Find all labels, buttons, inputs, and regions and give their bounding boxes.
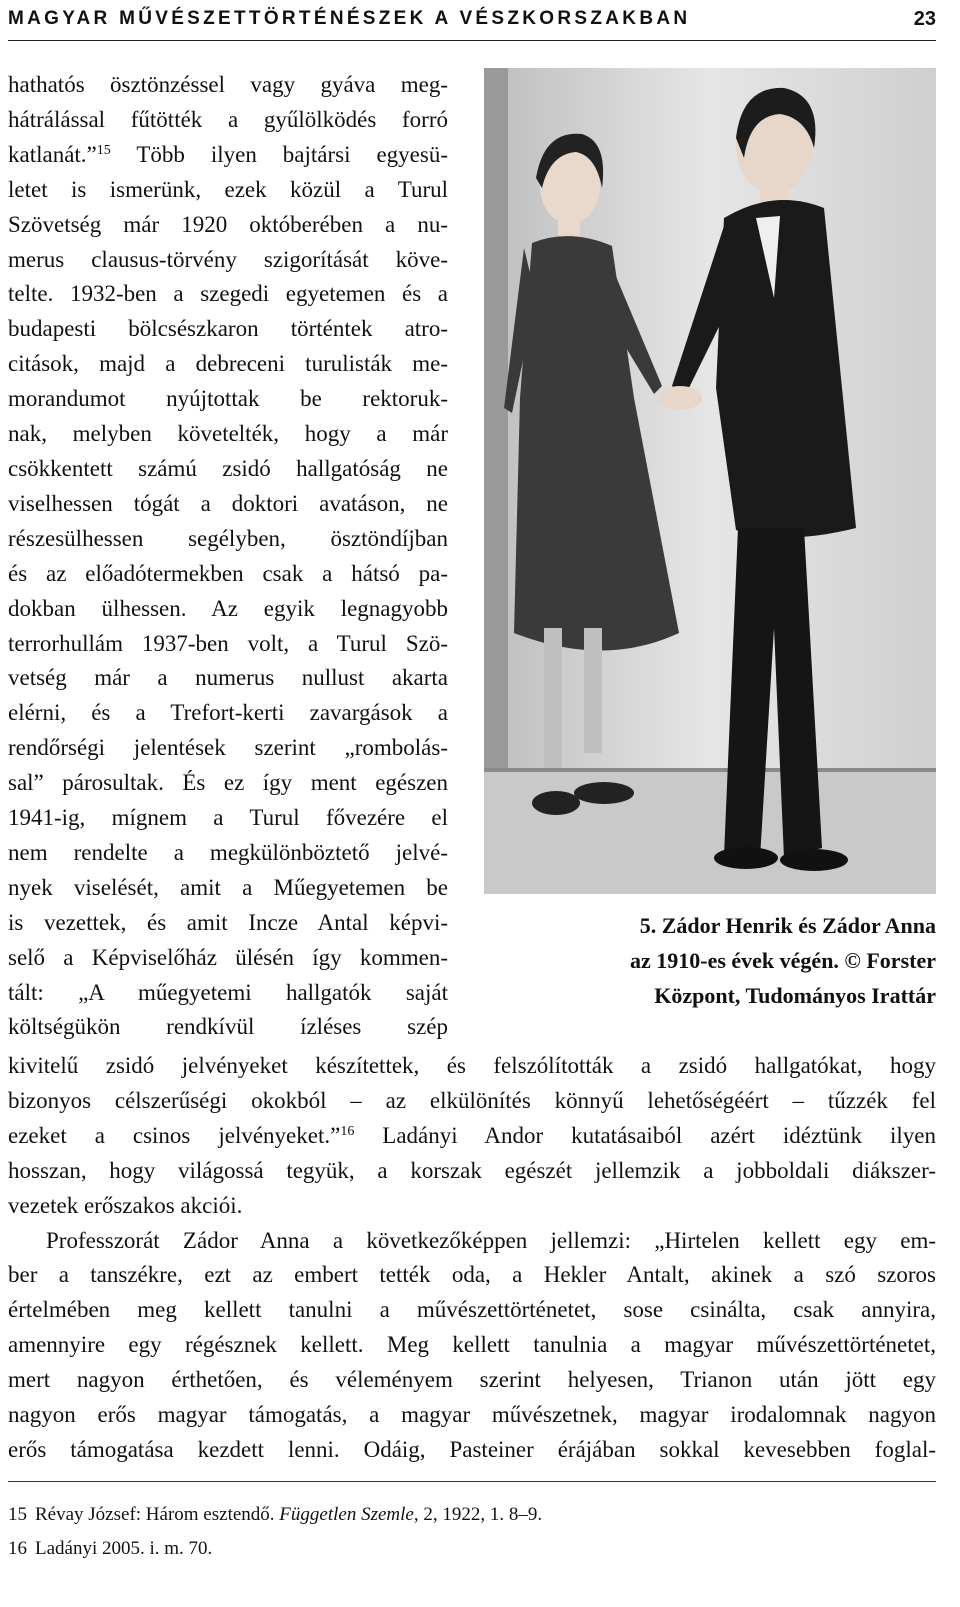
text-line: is vezettek, és amit Incze Antal képvi-: [8, 909, 448, 935]
text-line: viselhessen tógát a doktori avatáson, ne: [8, 490, 448, 516]
text-line: selő a Képviselőház ülésén így kommen-: [8, 944, 448, 970]
text-line: ber a tanszékre, ezt az embert tették oda, a Hekler Antalt, akinek a szó szoros: [8, 1262, 936, 1288]
text-line: [8, 138, 448, 173]
footnote-text: Révay József: Három esztendő.: [35, 1504, 280, 1525]
figure-caption: [560, 908, 936, 1013]
text-line: rendőrségi jelentések szerint „rombolás-: [8, 735, 448, 761]
text-line: budapesti bölcsészkaron történtek atro-: [8, 316, 448, 342]
footnote-number: 16: [8, 1538, 27, 1559]
text-line: hathatós ösztönzéssel vagy gyáva meg-: [8, 72, 448, 97]
paragraph-2: [8, 1224, 936, 1468]
running-header: [8, 6, 936, 41]
caption-line: Központ, Tudományos Irattár: [654, 983, 936, 1008]
photograph-zador-henrik-and-anna: [484, 68, 936, 894]
text-line: merus clausus-törvény szigorítását köve-: [8, 246, 448, 272]
running-title: MAGYAR MŰVÉSZETTÖRTÉNÉSZEK A VÉSZKORSZAKBAN: [8, 8, 691, 29]
text-line: telte. 1932-ben a szegedi egyetemen és a: [8, 281, 448, 307]
text-line: értelmében meg kellett tanulni a művészettörténetet, sose csinálta, csak annyira,: [8, 1297, 936, 1323]
text-line: [8, 1119, 936, 1154]
text-line: nagyon erős magyar támogatás, a magyar művészetnek, magyar irodalomnak nagyon: [8, 1402, 936, 1428]
text-line: nem rendelte a megkülönböztető jelvé-: [8, 839, 448, 865]
footnote-divider: [8, 1481, 936, 1482]
text-line: vezetek erőszakos akciói.: [8, 1192, 243, 1218]
text-line: amennyire egy régésznek kellett. Meg kellett tanulnia a magyar művészettörténetet,: [8, 1332, 936, 1358]
paragraph-1-narrow: [8, 68, 448, 1045]
text-line: dokban ülhessen. Az egyik legnagyobb: [8, 595, 448, 621]
footnote-number: 15: [8, 1504, 27, 1525]
footnote-ref-15[interactable]: 15: [96, 142, 111, 158]
text-line: tált: „A műegyetemi hallgatók saját: [8, 979, 448, 1005]
text-line: mert nagyon érthetően, és véleményem szerint helyesen, Trianon után jött egy: [8, 1367, 936, 1393]
text-line: morandumot nyújtottak be rektoruk-: [8, 386, 448, 412]
narrow-text-column: [8, 68, 448, 1045]
text-fragment: Ladányi Andor kutatásaiból azért idéztünk ilyen: [354, 1122, 936, 1148]
text-line: hátrálással fűtötték a gyűlölködés forró: [8, 106, 448, 132]
text-line: Szövetség már 1920 októberében a nu-: [8, 211, 448, 237]
paragraph-1-continued: [8, 1049, 936, 1224]
full-width-text: [8, 1049, 936, 1468]
text-line: bizonyos célszerűségi okokból – az elkülönítés könnyű lehetőségéért – tűzzék fel: [8, 1087, 936, 1113]
text-line: részesülhessen segélyben, ösztöndíjban: [8, 525, 448, 551]
text-fragment: ezeket a csinos jelvényeket.”: [8, 1122, 341, 1148]
text-line: kivitelű zsidó jelvényeket készítettek, és felszólították a zsidó hallgatókat, hogy: [8, 1053, 936, 1078]
text-line: nak, melyben követelték, hogy a már: [8, 421, 448, 447]
footnotes: [8, 1498, 936, 1566]
text-fragment: Több ilyen bajtársi egyesü-: [110, 141, 448, 167]
footnote-text: Ladányi 2005. i. m. 70.: [35, 1538, 213, 1559]
text-line: vetség már a numerus nullust akarta: [8, 665, 448, 691]
text-line: költségükön rendkívül ízléses szép: [8, 1014, 448, 1040]
footnote-journal-title: Független Szemle: [279, 1504, 414, 1525]
caption-line: 5. Zádor Henrik és Zádor Anna: [639, 913, 936, 938]
footnote-15: [8, 1498, 936, 1532]
text-line: Professzorát Zádor Anna a következőképpen jellemzi: „Hirtelen kellett egy em-: [46, 1227, 936, 1253]
text-line: 1941-ig, mígnem a Turul fővezére el: [8, 805, 448, 831]
caption-line: az 1910-es évek végén. © Forster: [629, 948, 936, 973]
page-number: 23: [913, 8, 936, 30]
text-line: terrorhullám 1937-ben volt, a Turul Szö-: [8, 630, 448, 656]
text-line: erős támogatása kezdett lenni. Odáig, Pasteiner érájában sokkal kevesebben foglal-: [8, 1436, 936, 1462]
footnote-16: [8, 1532, 936, 1566]
footnote-text: , 2, 1922, 1. 8–9.: [413, 1504, 543, 1525]
text-line: elérni, és a Trefort-kerti zavargások a: [8, 700, 448, 726]
text-line: hosszan, hogy világossá tegyük, a korszak egészét jellemzik a jobboldali diákszer-: [8, 1157, 936, 1183]
text-line: nyek viselését, amit a Műegyetemen be: [8, 874, 448, 900]
footnote-ref-16[interactable]: 16: [340, 1123, 355, 1139]
text-line: és az előadótermekben csak a hátsó pa-: [8, 560, 448, 586]
text-line: citások, majd a debreceni turulisták me-: [8, 351, 448, 377]
text-line: sal” párosultak. És ez így ment egészen: [8, 770, 448, 796]
text-fragment: katlanát.”: [8, 141, 97, 167]
text-line: csökkentett számú zsidó hallgatóság ne: [8, 455, 448, 481]
text-line: letet is ismerünk, ezek közül a Turul: [8, 176, 448, 202]
